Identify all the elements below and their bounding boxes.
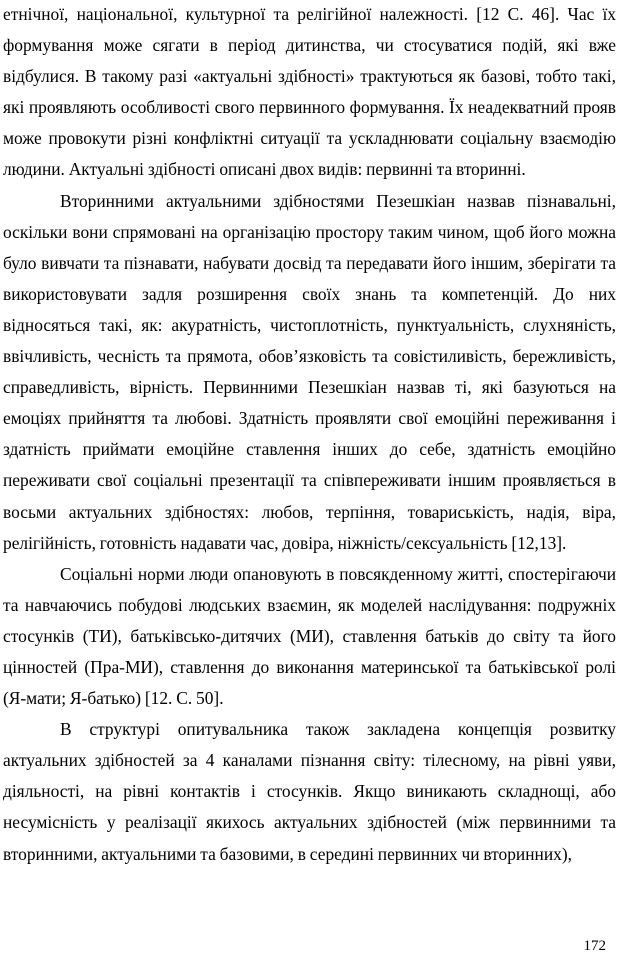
text-body xyxy=(3,0,616,870)
page-number: 172 xyxy=(583,938,606,954)
paragraph-3: Соціальні норми люди опановують в повсякденному житті, спостерігаючи та навчаючись побудові людських взаємин, як моделей наслідування: подружніх стосунків (ТИ), батьківсько-дитячих (МИ), ставлення батьків до світу та його цінностей (Пра-МИ), ставлення до виконання материнської та батьківської ролі (Я-мати; Я-батько) [12. С. 50]. xyxy=(3,563,616,709)
paragraph-2: Вторинними актуальними здібностями Пезешкіан назвав пізнавальні, оскільки вони спрямовані на організацію простору таким чином, щоб його можна було вивчати та пізнавати, набувати досвід та передавати його іншим, зберігати та використовувати задля розширення своїх знань та компетенцій. До них відносяться такі, як: акуратність, чистоплотність, пунктуальність, слухняність, ввічливість, чесність та прямота, обов’язковість та совістиливість, бережливість, справедливість, вірність. Первинними Пезешкіан назвав ті, які базуються на емоціях прийняття та любові. Здатність проявляти свої емоційні переживання і здатність приймати емоційне ставлення інших до себе, здатність емоційно переживати свої соціальні презентації та співпереживати іншим проявляється в восьми актуальних здібностях: любов, терпіння, товариськість, надія, віра, релігійність, готовність надавати час, довіра, ніжність/сексуальність [12,13]. xyxy=(3,190,616,553)
paragraph-1: етнічної, національної, культурної та релігійної належності. [12 С. 46]. Час їх формування може сягати в період дитинства, чи стосуватися подій, які вже відбулися. В такому разі «актуальні здібності» трактуються як базові, тобто такі, які проявляють особливості свого первинного формування. Їх неадекватний прояв може провокути різні конфліктні ситуації та ускладнювати соціальну взаємодію людини. Актуальні здібності описані двох видів: первинні та вторинні. xyxy=(3,4,616,180)
paragraph-4: В структурі опитувальника також закладена концепція розвитку актуальних здібностей за 4 каналами пізнання світу: тілесному, на рівні уяви, діяльності, на рівні контактів і стосунків. Якщо виникають складнощі, або несумісність у реалізації якихось актуальних здібностей (між первинними та вторинними, актуальними та базовими, в середині первинних чи вторинних), xyxy=(3,719,616,864)
